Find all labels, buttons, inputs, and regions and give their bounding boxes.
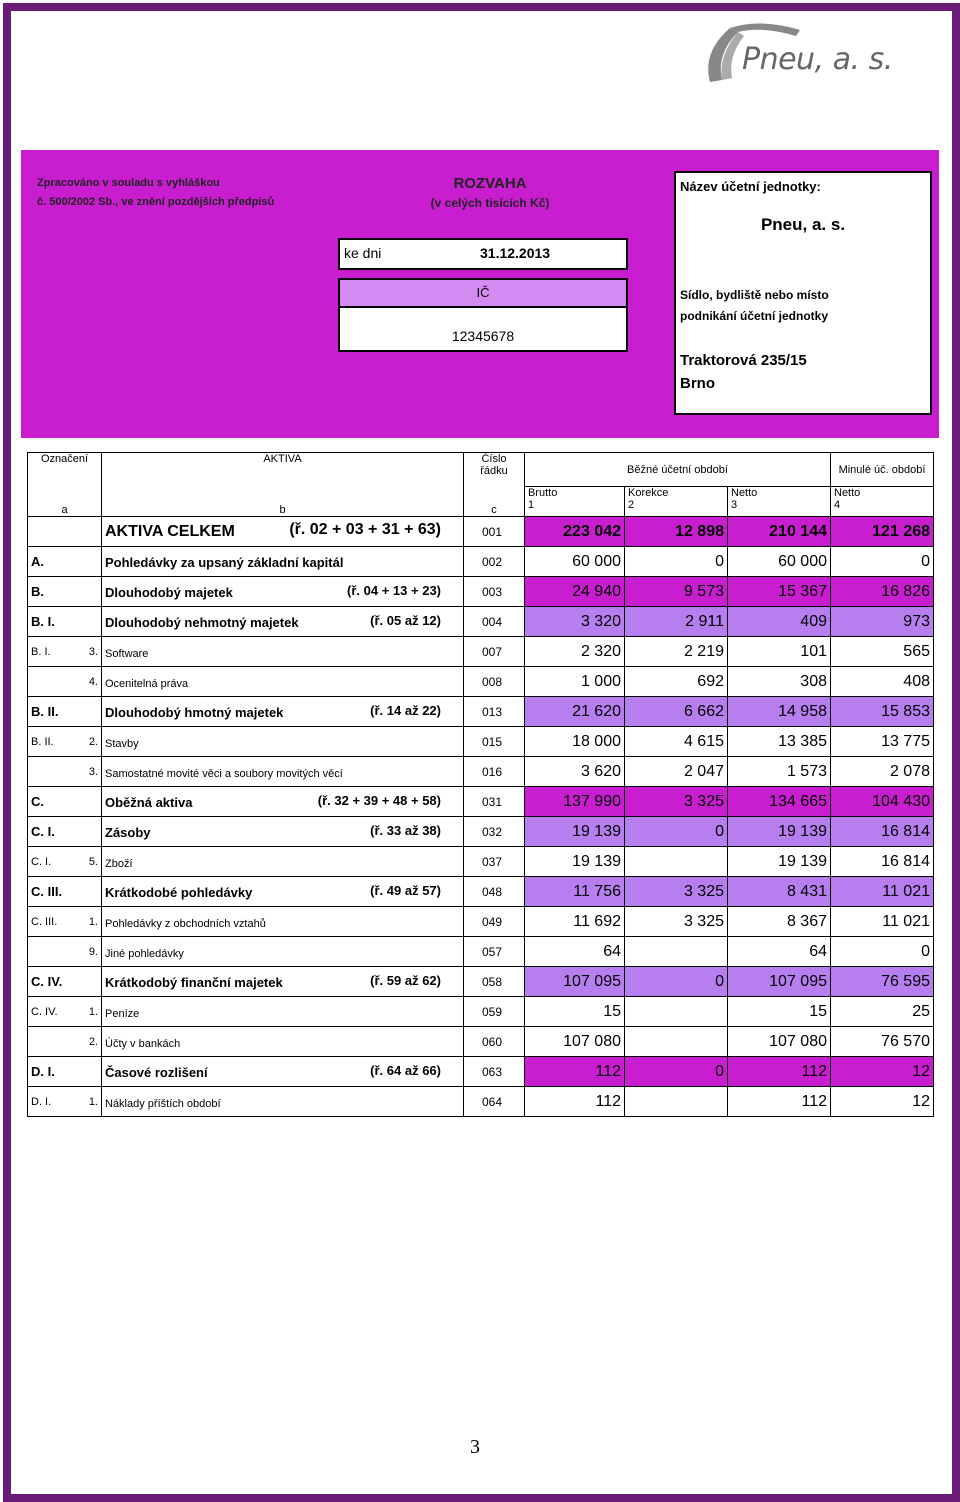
col-b: b bbox=[102, 487, 464, 517]
table-row bbox=[28, 637, 934, 667]
row-oznaceni-text: C. III. bbox=[31, 915, 58, 928]
row-brutto: 107 080 bbox=[525, 1027, 625, 1057]
date-label: ke dni bbox=[344, 245, 382, 261]
row-code: 032 bbox=[464, 817, 525, 847]
row-name-text: Dlouhodobý hmotný majetek bbox=[105, 704, 284, 720]
row-netto: 210 144 bbox=[728, 517, 831, 547]
row-korekce bbox=[625, 1087, 728, 1117]
row-netto: 107 095 bbox=[728, 967, 831, 997]
row-name-text: Zásoby bbox=[105, 824, 151, 840]
row-code: 003 bbox=[464, 577, 525, 607]
row-name-text: Ocenitelná práva bbox=[105, 677, 189, 690]
row-brutto: 3 320 bbox=[525, 607, 625, 637]
netto-prev-label: Netto bbox=[834, 487, 861, 499]
row-oznaceni-text: B. bbox=[31, 584, 44, 599]
row-brutto: 112 bbox=[525, 1057, 625, 1087]
row-brutto: 137 990 bbox=[525, 787, 625, 817]
korekce-num: 2 bbox=[628, 499, 635, 511]
table-row bbox=[28, 547, 934, 577]
entity-label: Název účetní jednotky: bbox=[680, 179, 821, 194]
row-item-number: 5. bbox=[88, 855, 98, 868]
row-reference: (ř. 64 až 66) bbox=[370, 1063, 441, 1078]
col-cislo: Číslo řádku bbox=[464, 453, 525, 487]
row-code: 060 bbox=[464, 1027, 525, 1057]
row-netto: 64 bbox=[728, 937, 831, 967]
row-korekce bbox=[625, 847, 728, 877]
row-korekce: 3 325 bbox=[625, 877, 728, 907]
row-netto-prev: 76 595 bbox=[831, 967, 934, 997]
row-netto: 15 bbox=[728, 997, 831, 1027]
row-code: 004 bbox=[464, 607, 525, 637]
row-brutto: 107 095 bbox=[525, 967, 625, 997]
row-netto-prev: 12 bbox=[831, 1087, 934, 1117]
row-oznaceni bbox=[28, 847, 102, 877]
row-korekce: 12 898 bbox=[625, 517, 728, 547]
row-name bbox=[102, 577, 464, 607]
row-netto: 13 385 bbox=[728, 727, 831, 757]
row-reference: (ř. 02 + 03 + 31 + 63) bbox=[289, 521, 441, 538]
row-name-text: Peníze bbox=[105, 1007, 140, 1020]
row-oznaceni-text: B. I. bbox=[31, 645, 51, 658]
row-netto: 8 431 bbox=[728, 877, 831, 907]
row-reference: (ř. 59 až 62) bbox=[370, 973, 441, 988]
row-name-text: Dlouhodobý majetek bbox=[105, 584, 233, 600]
row-code: 057 bbox=[464, 937, 525, 967]
row-name bbox=[102, 937, 464, 967]
row-korekce: 3 325 bbox=[625, 787, 728, 817]
row-name-text: Samostatné movité věci a soubory movitých věcí bbox=[105, 767, 343, 780]
row-name bbox=[102, 787, 464, 817]
row-brutto: 19 139 bbox=[525, 817, 625, 847]
row-brutto: 15 bbox=[525, 997, 625, 1027]
row-oznaceni-text: B. II. bbox=[31, 735, 54, 748]
table-row bbox=[28, 607, 934, 637]
row-name bbox=[102, 1057, 464, 1087]
row-netto: 19 139 bbox=[728, 847, 831, 877]
row-code: 064 bbox=[464, 1087, 525, 1117]
row-name bbox=[102, 847, 464, 877]
row-netto-prev: 104 430 bbox=[831, 787, 934, 817]
row-netto-prev: 16 814 bbox=[831, 847, 934, 877]
row-brutto: 24 940 bbox=[525, 577, 625, 607]
row-netto-prev: 408 bbox=[831, 667, 934, 697]
row-oznaceni-text: C. III. bbox=[31, 884, 63, 899]
row-korekce bbox=[625, 1027, 728, 1057]
row-name-text: Jiné pohledávky bbox=[105, 947, 184, 960]
row-korekce bbox=[625, 937, 728, 967]
row-name bbox=[102, 997, 464, 1027]
row-korekce bbox=[625, 997, 728, 1027]
row-oznaceni-text: B. I. bbox=[31, 614, 55, 629]
row-netto: 101 bbox=[728, 637, 831, 667]
row-oznaceni bbox=[28, 547, 102, 577]
seat-label-line-1: Sídlo, bydliště nebo místo bbox=[680, 288, 829, 302]
row-code: 016 bbox=[464, 757, 525, 787]
legal-note-line-1: Zpracováno v souladu s vyhláškou bbox=[37, 177, 220, 189]
row-oznaceni bbox=[28, 577, 102, 607]
date-value: 31.12.2013 bbox=[480, 245, 551, 261]
row-oznaceni bbox=[28, 607, 102, 637]
row-oznaceni bbox=[28, 517, 102, 547]
row-oznaceni-text: C. I. bbox=[31, 824, 55, 839]
brutto-label: Brutto bbox=[528, 487, 558, 499]
row-netto-prev: 15 853 bbox=[831, 697, 934, 727]
table-row bbox=[28, 997, 934, 1027]
col-netto bbox=[728, 487, 831, 517]
row-oznaceni bbox=[28, 877, 102, 907]
row-name bbox=[102, 667, 464, 697]
row-name-text: Pohledávky za upsaný základní kapitál bbox=[105, 554, 344, 570]
row-code: 048 bbox=[464, 877, 525, 907]
row-item-number: 2. bbox=[88, 735, 98, 748]
row-brutto: 2 320 bbox=[525, 637, 625, 667]
table-row bbox=[28, 517, 934, 547]
col-c: c bbox=[464, 487, 525, 517]
row-name-text: Náklady příštích období bbox=[105, 1097, 221, 1110]
row-oznaceni bbox=[28, 1057, 102, 1087]
row-korekce: 2 219 bbox=[625, 637, 728, 667]
col-aktiva: AKTIVA bbox=[102, 453, 464, 487]
row-reference: (ř. 49 až 57) bbox=[370, 883, 441, 898]
row-name bbox=[102, 727, 464, 757]
seat-label-line-2: podnikání účetní jednotky bbox=[680, 309, 829, 323]
row-name bbox=[102, 637, 464, 667]
row-korekce: 9 573 bbox=[625, 577, 728, 607]
row-korekce: 692 bbox=[625, 667, 728, 697]
row-netto: 107 080 bbox=[728, 1027, 831, 1057]
row-netto-prev: 16 826 bbox=[831, 577, 934, 607]
table-row bbox=[28, 697, 934, 727]
row-oznaceni bbox=[28, 907, 102, 937]
row-netto-prev: 2 078 bbox=[831, 757, 934, 787]
netto-prev-num: 4 bbox=[834, 499, 841, 511]
row-code: 002 bbox=[464, 547, 525, 577]
row-name-text: Zboží bbox=[105, 857, 133, 870]
row-korekce: 4 615 bbox=[625, 727, 728, 757]
row-reference: (ř. 32 + 39 + 48 + 58) bbox=[317, 793, 441, 808]
legal-note-line-2: č. 500/2002 Sb., ve znění pozdějších předpisů bbox=[37, 196, 275, 208]
row-oznaceni bbox=[28, 1027, 102, 1057]
korekce-label: Korekce bbox=[628, 487, 669, 499]
table-row bbox=[28, 787, 934, 817]
row-oznaceni bbox=[28, 757, 102, 787]
col-minule: Minulé úč. období bbox=[831, 453, 934, 487]
ic-box bbox=[338, 278, 628, 352]
page-number: 3 bbox=[470, 1436, 480, 1458]
row-netto: 19 139 bbox=[728, 817, 831, 847]
table-row bbox=[28, 577, 934, 607]
row-name bbox=[102, 757, 464, 787]
row-brutto: 3 620 bbox=[525, 757, 625, 787]
row-code: 058 bbox=[464, 967, 525, 997]
row-netto-prev: 11 021 bbox=[831, 907, 934, 937]
table-row bbox=[28, 937, 934, 967]
row-code: 059 bbox=[464, 997, 525, 1027]
row-name-text: Dlouhodobý nehmotný majetek bbox=[105, 614, 299, 630]
row-oznaceni bbox=[28, 937, 102, 967]
row-reference: (ř. 05 až 12) bbox=[370, 613, 441, 628]
table-row bbox=[28, 1057, 934, 1087]
document-subtitle: (v celých tisících Kč) bbox=[430, 196, 550, 210]
row-korekce: 0 bbox=[625, 967, 728, 997]
row-netto-prev: 12 bbox=[831, 1057, 934, 1087]
table-row bbox=[28, 727, 934, 757]
row-name-text: Pohledávky z obchodních vztahů bbox=[105, 917, 266, 930]
table-row bbox=[28, 907, 934, 937]
table-row bbox=[28, 667, 934, 697]
row-oznaceni-text: D. I. bbox=[31, 1064, 55, 1079]
row-name-text: Software bbox=[105, 647, 149, 660]
row-korekce: 6 662 bbox=[625, 697, 728, 727]
row-korekce: 0 bbox=[625, 817, 728, 847]
ic-value: 12345678 bbox=[451, 328, 515, 344]
row-brutto: 11 692 bbox=[525, 907, 625, 937]
row-netto-prev: 0 bbox=[831, 547, 934, 577]
row-netto: 308 bbox=[728, 667, 831, 697]
row-name bbox=[102, 877, 464, 907]
legal-note bbox=[37, 174, 274, 212]
row-code: 049 bbox=[464, 907, 525, 937]
seat-label bbox=[680, 285, 829, 327]
date-box bbox=[338, 238, 628, 270]
address-line-2: Brno bbox=[680, 375, 715, 392]
row-code: 015 bbox=[464, 727, 525, 757]
row-oznaceni-text: D. I. bbox=[31, 1095, 52, 1108]
row-name bbox=[102, 517, 464, 547]
entity-name: Pneu, a. s. bbox=[760, 215, 846, 234]
row-korekce: 2 911 bbox=[625, 607, 728, 637]
row-korekce: 3 325 bbox=[625, 907, 728, 937]
row-netto-prev: 0 bbox=[831, 937, 934, 967]
netto-label: Netto bbox=[731, 487, 758, 499]
row-netto-prev: 11 021 bbox=[831, 877, 934, 907]
row-netto-prev: 973 bbox=[831, 607, 934, 637]
row-netto: 112 bbox=[728, 1087, 831, 1117]
row-name bbox=[102, 607, 464, 637]
row-brutto: 1 000 bbox=[525, 667, 625, 697]
row-oznaceni bbox=[28, 727, 102, 757]
row-netto: 112 bbox=[728, 1057, 831, 1087]
row-name-text: Krátkodobé pohledávky bbox=[105, 884, 253, 900]
row-oznaceni bbox=[28, 1087, 102, 1117]
row-brutto: 19 139 bbox=[525, 847, 625, 877]
row-netto: 8 367 bbox=[728, 907, 831, 937]
row-korekce: 0 bbox=[625, 1057, 728, 1087]
address-line-1: Traktorová 235/15 bbox=[680, 352, 807, 369]
row-name-text: Oběžná aktiva bbox=[105, 794, 193, 810]
brutto-num: 1 bbox=[528, 499, 535, 511]
row-netto: 134 665 bbox=[728, 787, 831, 817]
row-name bbox=[102, 817, 464, 847]
row-code: 037 bbox=[464, 847, 525, 877]
row-netto-prev: 565 bbox=[831, 637, 934, 667]
table-row bbox=[28, 1027, 934, 1057]
col-bezne: Běžné účetní období bbox=[525, 453, 831, 487]
row-oznaceni bbox=[28, 997, 102, 1027]
row-brutto: 11 756 bbox=[525, 877, 625, 907]
row-brutto: 223 042 bbox=[525, 517, 625, 547]
row-name-text: Časové rozlišení bbox=[105, 1064, 208, 1080]
row-item-number: 2. bbox=[88, 1035, 98, 1048]
row-name bbox=[102, 1027, 464, 1057]
row-name-text: Krátkodobý finanční majetek bbox=[105, 974, 283, 990]
row-name bbox=[102, 967, 464, 997]
table-row bbox=[28, 967, 934, 997]
row-oznaceni bbox=[28, 787, 102, 817]
row-oznaceni-text: C. IV. bbox=[31, 1005, 58, 1018]
row-item-number: 3. bbox=[88, 645, 98, 658]
row-reference: (ř. 04 + 13 + 23) bbox=[347, 583, 441, 598]
logo-text: Pneu, a. s. bbox=[742, 42, 893, 77]
table-row bbox=[28, 1087, 934, 1117]
row-reference: (ř. 33 až 38) bbox=[370, 823, 441, 838]
row-netto: 409 bbox=[728, 607, 831, 637]
row-netto: 14 958 bbox=[728, 697, 831, 727]
table-row bbox=[28, 877, 934, 907]
row-oznaceni-text: C. bbox=[31, 794, 44, 809]
row-item-number: 9. bbox=[88, 945, 98, 958]
row-name-text: Účty v bankách bbox=[105, 1037, 181, 1050]
row-code: 013 bbox=[464, 697, 525, 727]
row-reference: (ř. 14 až 22) bbox=[370, 703, 441, 718]
row-code: 001 bbox=[464, 517, 525, 547]
row-item-number: 1. bbox=[88, 1095, 98, 1108]
col-a: a bbox=[28, 487, 102, 517]
row-oznaceni bbox=[28, 967, 102, 997]
row-brutto: 112 bbox=[525, 1087, 625, 1117]
row-name bbox=[102, 907, 464, 937]
entity-address bbox=[680, 349, 807, 395]
row-oznaceni bbox=[28, 697, 102, 727]
row-oznaceni-text: C. I. bbox=[31, 855, 52, 868]
row-name bbox=[102, 697, 464, 727]
row-item-number: 1. bbox=[88, 915, 98, 928]
ic-label: IČ bbox=[340, 280, 626, 308]
row-netto-prev: 25 bbox=[831, 997, 934, 1027]
row-name-text: Stavby bbox=[105, 737, 139, 750]
row-brutto: 21 620 bbox=[525, 697, 625, 727]
col-netto-prev bbox=[831, 487, 934, 517]
row-item-number: 1. bbox=[88, 1005, 98, 1018]
netto-num: 3 bbox=[731, 499, 738, 511]
row-name bbox=[102, 547, 464, 577]
col-korekce bbox=[625, 487, 728, 517]
row-item-number: 3. bbox=[88, 765, 98, 778]
document-title: ROZVAHA bbox=[453, 175, 527, 192]
row-brutto: 60 000 bbox=[525, 547, 625, 577]
row-netto: 60 000 bbox=[728, 547, 831, 577]
row-brutto: 64 bbox=[525, 937, 625, 967]
row-netto-prev: 76 570 bbox=[831, 1027, 934, 1057]
row-item-number: 4. bbox=[88, 675, 98, 688]
row-name-text: AKTIVA CELKEM bbox=[105, 522, 235, 540]
col-oznaceni: Označení bbox=[28, 453, 102, 487]
row-code: 007 bbox=[464, 637, 525, 667]
row-oznaceni bbox=[28, 637, 102, 667]
row-oznaceni bbox=[28, 817, 102, 847]
row-korekce: 2 047 bbox=[625, 757, 728, 787]
row-name bbox=[102, 1087, 464, 1117]
table-row bbox=[28, 847, 934, 877]
row-oznaceni-text: B. II. bbox=[31, 704, 59, 719]
row-oznaceni-text: A. bbox=[31, 554, 44, 569]
row-brutto: 18 000 bbox=[525, 727, 625, 757]
row-netto: 1 573 bbox=[728, 757, 831, 787]
row-code: 008 bbox=[464, 667, 525, 697]
row-netto-prev: 16 814 bbox=[831, 817, 934, 847]
row-korekce: 0 bbox=[625, 547, 728, 577]
row-netto: 15 367 bbox=[728, 577, 831, 607]
row-netto-prev: 13 775 bbox=[831, 727, 934, 757]
row-oznaceni-text: C. IV. bbox=[31, 974, 63, 989]
row-oznaceni bbox=[28, 667, 102, 697]
table-row bbox=[28, 757, 934, 787]
col-brutto bbox=[525, 487, 625, 517]
row-netto-prev: 121 268 bbox=[831, 517, 934, 547]
row-code: 063 bbox=[464, 1057, 525, 1087]
entity-box bbox=[674, 171, 932, 415]
table-row bbox=[28, 817, 934, 847]
row-code: 031 bbox=[464, 787, 525, 817]
balance-table bbox=[27, 452, 934, 1117]
